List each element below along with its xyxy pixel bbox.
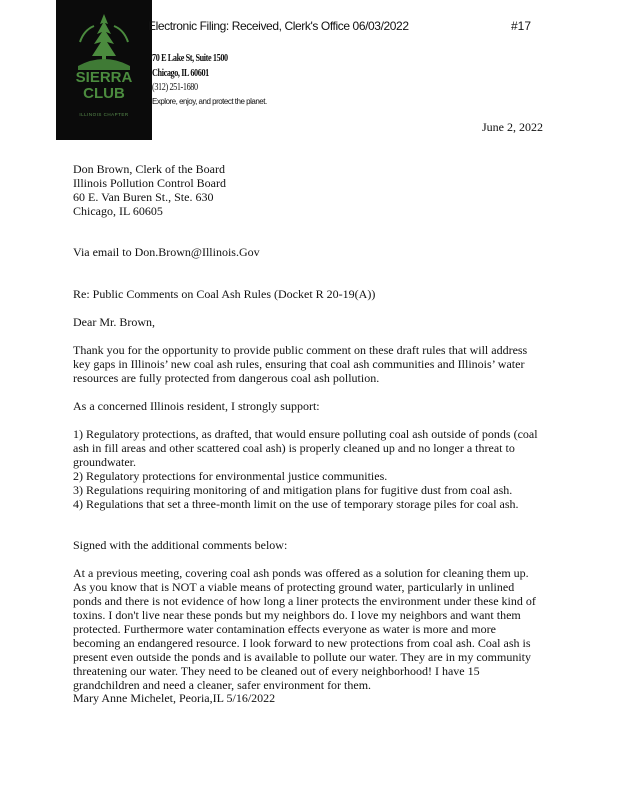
- comment-line: ponds and there is not evidence of how long a liner protects the environment under these kind of: [73, 594, 536, 608]
- intro-line: key gaps in Illinois’ new coal ash rules, ensuring that coal ash communities and Illinois’ water: [73, 357, 525, 371]
- sender-street: 70 E Lake St, Suite 1500: [152, 53, 228, 64]
- subject-line: Re: Public Comments on Coal Ash Rules (Docket R 20-19(A)): [73, 287, 376, 301]
- filing-stamp: Electronic Filing: Received, Clerk's Office 06/03/2022: [148, 19, 409, 33]
- logo-name-line2: CLUB: [83, 85, 125, 102]
- intro-line: resources are fully protected from dangerous coal ash pollution.: [73, 371, 380, 385]
- sender-city: Chicago, IL 60601: [152, 68, 209, 79]
- via-email-line: Via email to Don.Brown@Illinois.Gov: [73, 245, 260, 259]
- support-point-line: 4) Regulations that set a three-month limit on the use of temporary storage piles for coal ash.: [73, 497, 519, 511]
- recipient-line: 60 E. Van Buren St., Ste. 630: [73, 190, 214, 204]
- support-point-line: 3) Regulations requiring monitoring of and mitigation plans for fugitive dust from coal ash.: [73, 483, 513, 497]
- sierra-club-logo: [56, 0, 152, 140]
- comment-line: threatening our water. They need to be cleaned out of every neighborhood! I have 15: [73, 664, 480, 678]
- comment-line: grandchildren and need a cleaner, safer environment for them.: [73, 678, 372, 692]
- comment-line: toxins. I don't live near these ponds but my neighbors do. I love my neighbors and want them: [73, 608, 521, 622]
- sender-tagline: Explore, enjoy, and protect the planet.: [152, 97, 267, 106]
- document-number: #17: [511, 19, 532, 33]
- tree-emblem-icon: [74, 12, 134, 74]
- support-statement: As a concerned Illinois resident, I strongly support:: [73, 399, 320, 413]
- comment-line: becoming an endangered resource. I look forward to new protections from coal ash. Coal ash is: [73, 636, 531, 650]
- intro-line: Thank you for the opportunity to provide public comment on these draft rules that will address: [73, 343, 528, 357]
- comment-line: At a previous meeting, covering coal ash ponds was offered as a solution for cleaning them up.: [73, 566, 529, 580]
- logo-name-line1: SIERRA: [75, 69, 133, 86]
- recipient-line: Don Brown, Clerk of the Board: [73, 162, 225, 176]
- signed-statement: Signed with the additional comments below:: [73, 538, 288, 552]
- comment-line: protected. Furthermore water contamination effects everyone as water is more and more: [73, 622, 496, 636]
- support-point-line: 2) Regulatory protections for environmental justice communities.: [73, 469, 388, 483]
- support-point-line: groundwater.: [73, 455, 136, 469]
- logo-subtitle: ILLINOIS CHAPTER: [79, 112, 129, 117]
- sender-phone: (312) 251-1680: [152, 82, 198, 93]
- signature-line: Mary Anne Michelet, Peoria,IL 5/16/2022: [73, 691, 276, 705]
- support-point-line: ash in fill areas and other scattered coal ash) is properly cleaned up and no longer a threat to: [73, 441, 515, 455]
- comment-line: As you know that is NOT a viable means of protecting ground water, particularly in unlined: [73, 580, 515, 594]
- letter-date: June 2, 2022: [482, 120, 543, 134]
- support-point-line: 1) Regulatory protections, as drafted, that would ensure polluting coal ash outside of ponds (coal: [73, 427, 538, 441]
- recipient-line: Illinois Pollution Control Board: [73, 176, 227, 190]
- salutation: Dear Mr. Brown,: [73, 315, 155, 329]
- recipient-line: Chicago, IL 60605: [73, 204, 163, 218]
- comment-line: present even outside the ponds and is available to pollute our water. They are in my community: [73, 650, 531, 664]
